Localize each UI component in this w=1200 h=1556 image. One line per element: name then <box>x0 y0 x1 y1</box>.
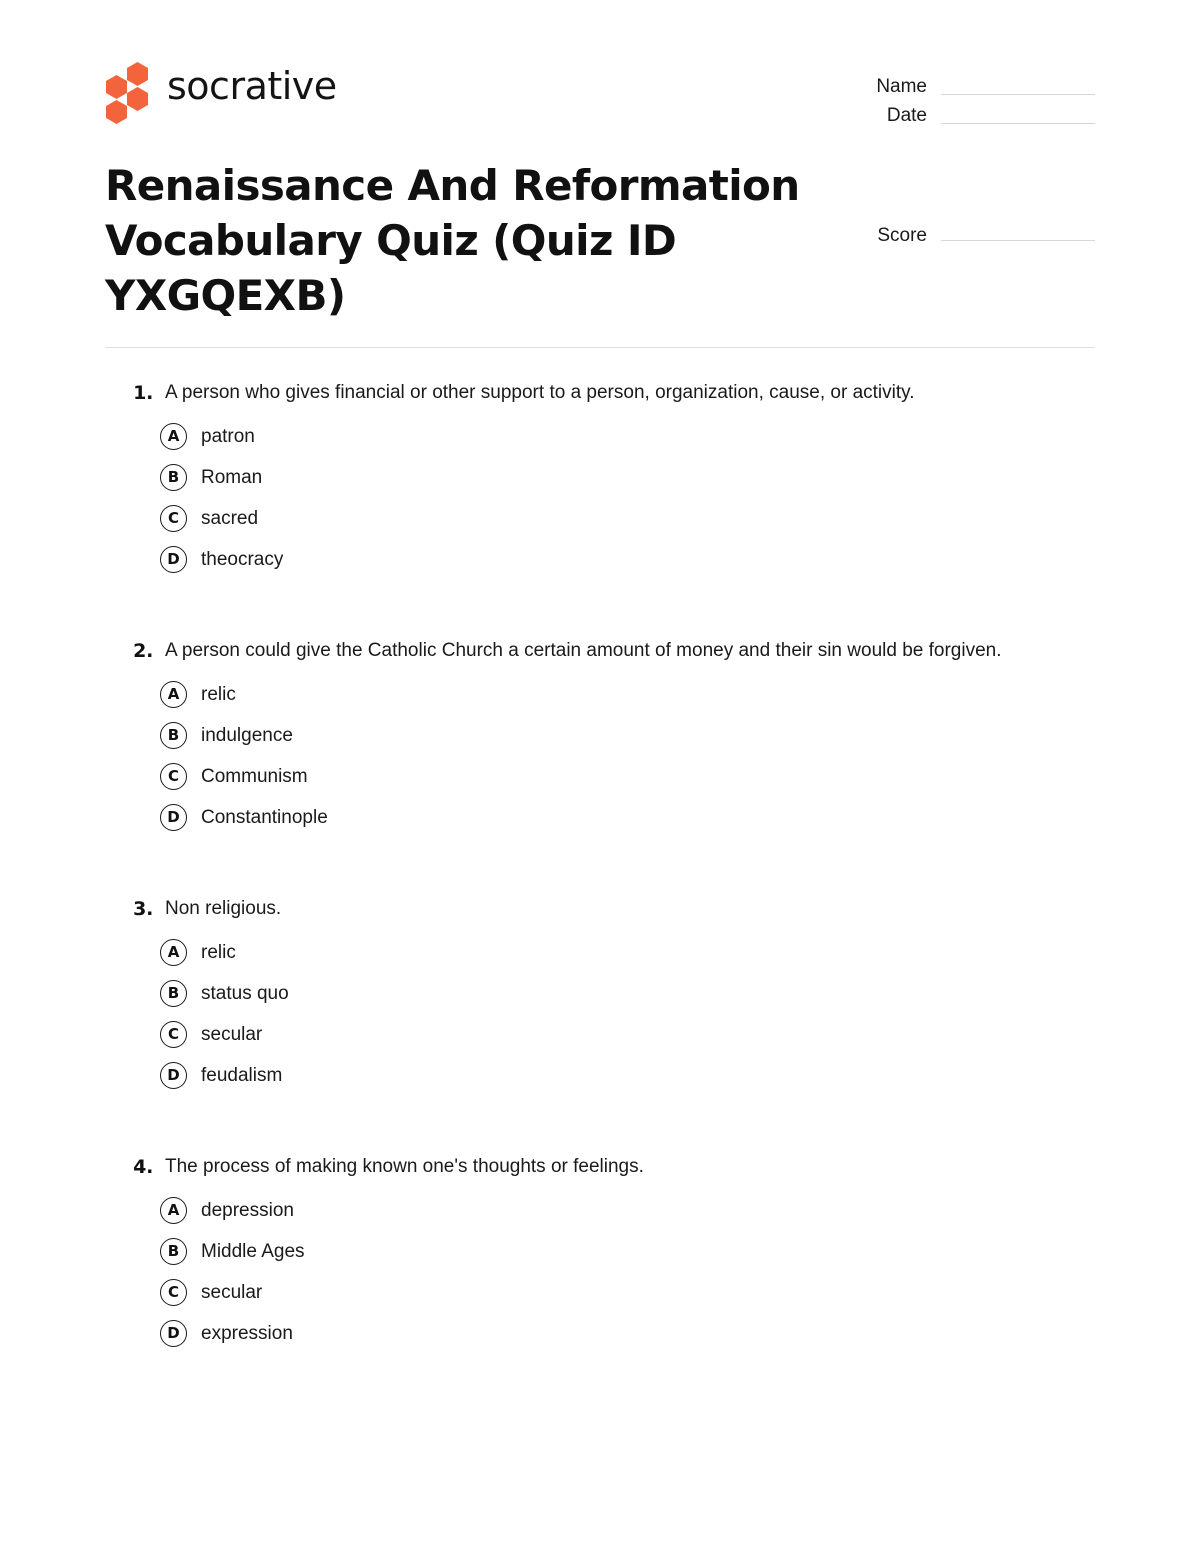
answer-bubble-a[interactable]: A <box>160 681 187 708</box>
answer-choice-label: relic <box>201 942 236 963</box>
answer-choice-label: expression <box>201 1323 293 1344</box>
answer-bubble-c[interactable]: C <box>160 1021 187 1048</box>
question-text: A person could give the Catholic Church a certain amount of money and their sin would be forgiven. <box>165 640 1002 661</box>
name-field-row <box>855 72 1095 101</box>
question-number: 4. <box>133 1156 153 1178</box>
answer-choice[interactable] <box>105 715 1095 756</box>
answer-bubble-c[interactable]: C <box>160 1279 187 1306</box>
question-number: 2. <box>133 640 153 662</box>
answer-choice[interactable] <box>105 539 1095 580</box>
answer-choice-label: secular <box>201 1282 263 1303</box>
score-label: Score <box>877 225 927 246</box>
answer-bubble-b[interactable]: B <box>160 980 187 1007</box>
question-block <box>105 894 1095 1096</box>
answer-choice-label: secular <box>201 1024 263 1045</box>
answer-choice[interactable] <box>105 1231 1095 1272</box>
answer-choice[interactable] <box>105 973 1095 1014</box>
answer-choice-label: Communism <box>201 766 308 787</box>
answer-choice-label: Roman <box>201 467 263 488</box>
answer-choice[interactable] <box>105 797 1095 838</box>
answer-bubble-d[interactable]: D <box>160 1062 187 1089</box>
page-title: Renaissance And Reformation Vocabulary Quiz (Quiz ID YXGQEXB) <box>105 161 800 320</box>
question-number: 3. <box>133 898 153 920</box>
answer-choice[interactable] <box>105 674 1095 715</box>
brand-wordmark: socrative <box>167 64 337 108</box>
answer-choice-label: indulgence <box>201 725 293 746</box>
question-number: 1. <box>133 382 153 404</box>
score-input-line[interactable] <box>941 240 1095 241</box>
hexagon-middle-left-icon <box>106 75 127 99</box>
answer-bubble-a[interactable]: A <box>160 939 187 966</box>
question-header <box>105 1152 1095 1182</box>
answer-choice[interactable] <box>105 1190 1095 1231</box>
question-block <box>105 1152 1095 1354</box>
question-text: The process of making known one's thoughts or feelings. <box>165 1156 644 1177</box>
answer-choice-label: relic <box>201 684 236 705</box>
date-field-row <box>855 101 1095 130</box>
socrative-brand <box>105 62 337 112</box>
student-meta-fields <box>855 72 1095 130</box>
question-text: A person who gives financial or other support to a person, organization, cause, or activity. <box>165 382 915 403</box>
answer-choice[interactable] <box>105 498 1095 539</box>
question-block <box>105 636 1095 838</box>
question-header <box>105 378 1095 408</box>
answer-choice-label: depression <box>201 1200 294 1221</box>
answer-bubble-c[interactable]: C <box>160 763 187 790</box>
answer-choice-label: feudalism <box>201 1065 283 1086</box>
answer-choice[interactable] <box>105 756 1095 797</box>
question-block <box>105 378 1095 580</box>
answer-bubble-b[interactable]: B <box>160 464 187 491</box>
date-input-line[interactable] <box>941 123 1095 124</box>
answer-choice-label: theocracy <box>201 549 284 570</box>
header-divider <box>105 347 1095 348</box>
hexagon-top-right-icon <box>127 62 148 86</box>
answer-bubble-c[interactable]: C <box>160 505 187 532</box>
answer-choice-label: Constantinople <box>201 807 328 828</box>
answer-bubble-d[interactable]: D <box>160 1320 187 1347</box>
question-header <box>105 636 1095 666</box>
answer-bubble-b[interactable]: B <box>160 722 187 749</box>
answer-bubble-a[interactable]: A <box>160 423 187 450</box>
score-field-row <box>877 225 1095 247</box>
name-label: Name <box>876 75 927 97</box>
socrative-hexagon-logo-icon <box>105 62 151 112</box>
answer-choice-label: status quo <box>201 983 289 1004</box>
answer-bubble-b[interactable]: B <box>160 1238 187 1265</box>
answer-choice-label: patron <box>201 426 255 447</box>
answer-choice[interactable] <box>105 1272 1095 1313</box>
hexagon-middle-right-icon <box>127 87 148 111</box>
answer-choice-label: sacred <box>201 508 259 529</box>
answer-choice[interactable] <box>105 932 1095 973</box>
date-label: Date <box>886 104 927 126</box>
answer-choice[interactable] <box>105 457 1095 498</box>
questions-list <box>105 378 1095 1354</box>
question-header <box>105 894 1095 924</box>
name-input-line[interactable] <box>941 94 1095 95</box>
answer-bubble-d[interactable]: D <box>160 804 187 831</box>
answer-choice[interactable] <box>105 416 1095 457</box>
hexagon-bottom-left-icon <box>106 100 127 124</box>
answer-choice-label: Middle Ages <box>201 1241 305 1262</box>
answer-choice[interactable] <box>105 1313 1095 1354</box>
answer-bubble-a[interactable]: A <box>160 1197 187 1224</box>
answer-choice[interactable] <box>105 1055 1095 1096</box>
answer-choice[interactable] <box>105 1014 1095 1055</box>
question-text: Non religious. <box>165 898 282 919</box>
answer-bubble-d[interactable]: D <box>160 546 187 573</box>
